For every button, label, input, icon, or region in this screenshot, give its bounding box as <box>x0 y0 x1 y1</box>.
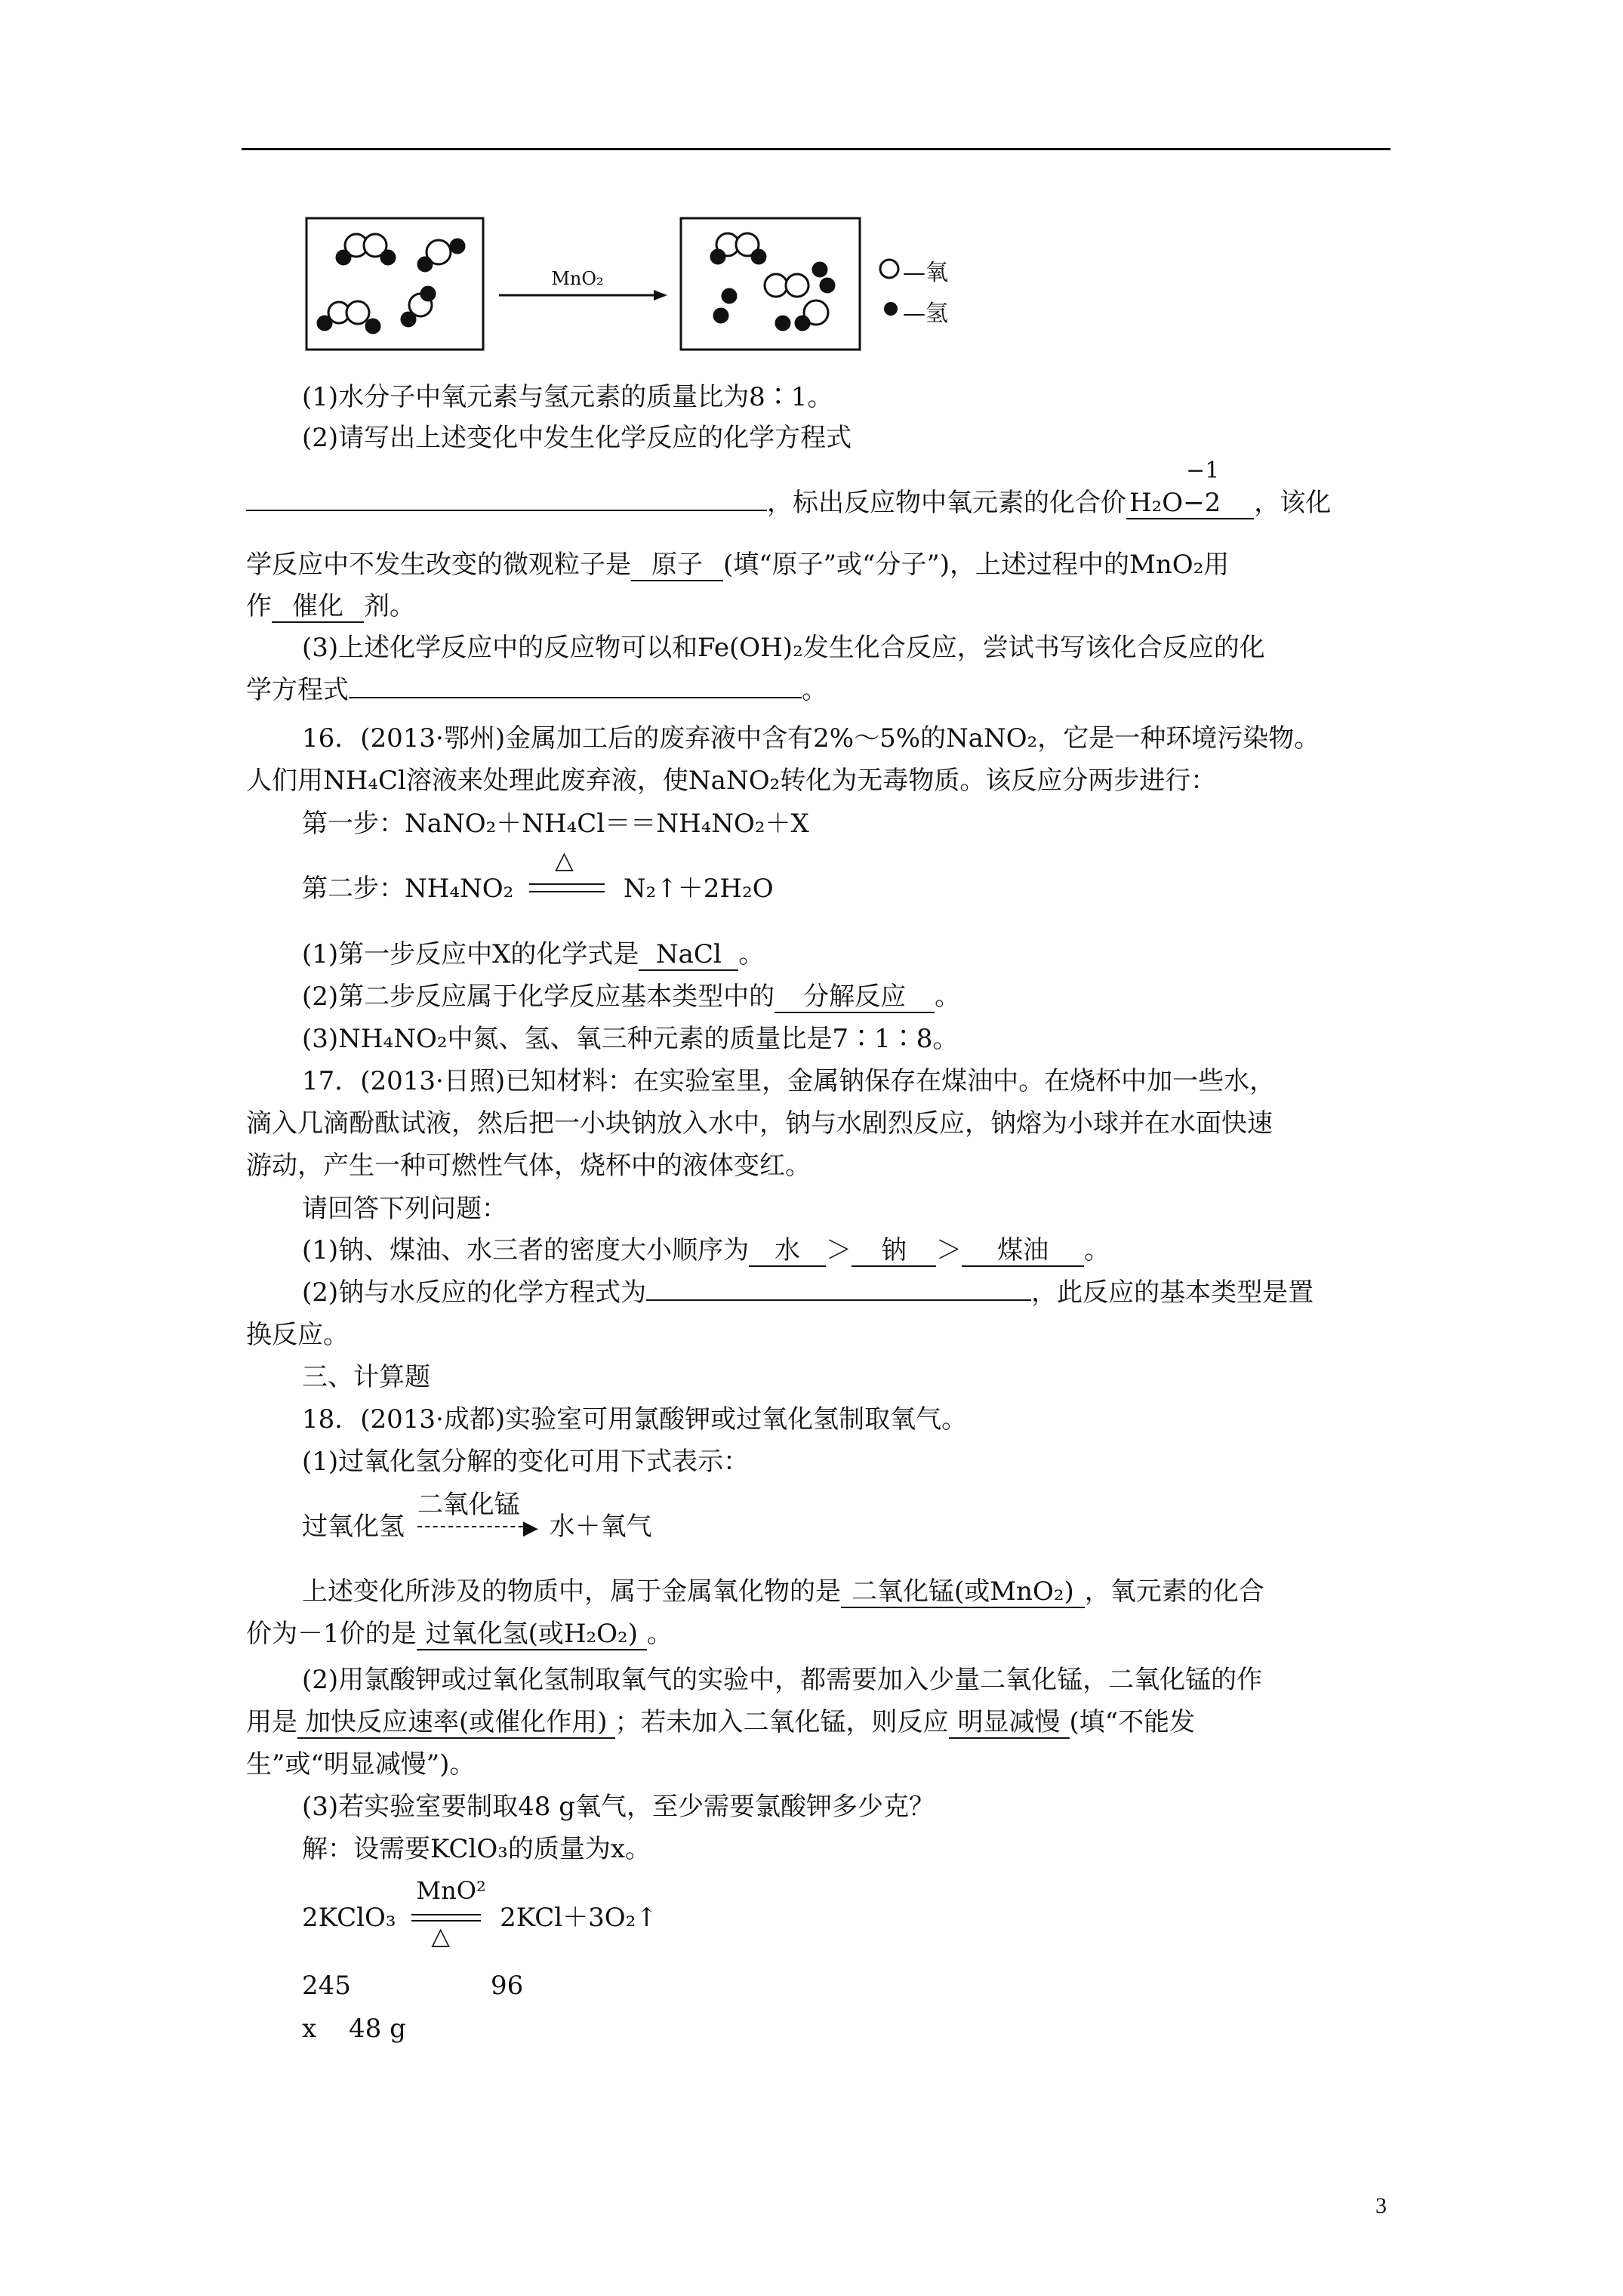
q18-part2-line3: 生”或“明显减慢”)。 <box>246 1749 476 1780</box>
q17-answer1: (1)钠、煤油、水三者的密度大小顺序为 水 ＞ 钠 ＞ 煤油 。 <box>302 1229 1110 1267</box>
heat-condition: △ <box>529 877 608 903</box>
water-molecule <box>318 301 380 333</box>
q16-answer3: (3)NH₄NO₂中氮、氢、氧三种元素的质量比是7∶1∶8。 <box>302 1024 959 1054</box>
hydrogen-legend-icon <box>884 302 898 316</box>
q18-word-equation: 过氧化氢 二氧化锰 ▶ 水＋氧气 <box>302 1490 652 1542</box>
answer-catalyst: 催化 <box>272 592 364 623</box>
water-molecule <box>337 234 395 264</box>
hydrogen-molecule <box>813 263 834 292</box>
hydrogen-molecule <box>711 233 765 264</box>
arrow-head <box>654 290 667 300</box>
answer-sodium: 钠 <box>852 1236 936 1267</box>
section-title: 三、计算题 <box>302 1362 430 1392</box>
q17-line2: 滴入几滴酚酞试液，然后把一小块钠放入水中，钠与水剧烈反应，钠熔为小球并在水面快速 <box>246 1108 1273 1139</box>
valence-answer: H₂O−2 −1 <box>1126 488 1254 519</box>
q15-part1: (1)水分子中氧元素与氢元素的质量比为8∶1。 <box>302 382 833 412</box>
catalyst-arrow: 二氧化锰 ▶ <box>417 1490 538 1539</box>
q18-part1c: 价为－1价的是 过氧化氢(或H₂O₂) 。 <box>246 1613 673 1650</box>
water-molecule <box>418 239 464 271</box>
q15-part2-line1: ，标出反应物中氧元素的化合价 H₂O−2 −1 ，该化 <box>246 482 1331 519</box>
q16-answer1: (1)第一步反应中X的化学式是 NaCl 。 <box>302 933 764 971</box>
unknown-x: x <box>302 2014 317 2044</box>
q18-equation: 2KClO₃ MnO² △ 2KCl＋3O₂↑ <box>302 1876 658 1950</box>
answer-mno2: 二氧化锰(或MnO₂) <box>841 1577 1085 1608</box>
q17-answer2-line2: 换反应。 <box>246 1320 349 1350</box>
hydrogen-molecule <box>714 289 736 322</box>
molar-mass-o2: 96 <box>491 1971 524 2001</box>
oxygen-molecule <box>765 274 808 297</box>
molecule-diagram <box>0 0 1623 362</box>
water-molecule <box>402 287 435 326</box>
catalyst-label: MnO₂ <box>551 268 604 289</box>
molar-mass-kclo3: 245 <box>302 1971 351 2001</box>
q16-line2: 人们用NH₄Cl溶液来处理此废弃液，使NaNO₂转化为无毒物质。该反应分两步进行： <box>246 766 1217 796</box>
q18-solution: 解：设需要KClO₃的质量为x。 <box>302 1834 651 1864</box>
answer-slower: 明显减慢 <box>949 1708 1070 1739</box>
answer-water: 水 <box>749 1236 826 1267</box>
q15-part3-line2: 学方程式 。 <box>246 669 827 706</box>
q18-part3: (3)若实验室要制取48 g氧气，至少需要氯酸钾多少克？ <box>302 1792 935 1822</box>
q18-part2-line2: 用是 加快反应速率(或催化作用) ；若未加入二氧化锰，则反应 明显减慢 (填“不能发 <box>246 1701 1195 1739</box>
q18-line1: 18．(2013·成都)实验室可用氯酸钾或过氧化氢制取氧气。 <box>302 1404 968 1435</box>
q15-part3-line1: (3)上述化学反应中的反应物可以和Fe(OH)₂发生化合反应，尝试书写该化合反应的化 <box>302 633 1265 663</box>
q18-part1: (1)过氧化氢分解的变化可用下式表示： <box>302 1447 750 1477</box>
page-number: 3 <box>1375 2193 1387 2218</box>
answer-blank[interactable] <box>349 671 802 698</box>
q16-step2: 第二步：NH₄NO₂ △ N₂↑＋2H₂O <box>302 846 774 904</box>
answer-blank[interactable] <box>646 1274 1031 1301</box>
answer-blank[interactable] <box>246 484 767 511</box>
q18-part2-line1: (2)用氯酸钾或过氧化氢制取氧气的实验中，都需要加入少量二氧化锰，二氧化锰的作 <box>302 1665 1263 1695</box>
q17-line1: 17．(2013·日照)已知材料：在实验室里，金属钠保存在煤油中。在烧杯中加一些水， <box>302 1066 1276 1096</box>
condition-fraction: MnO² △ <box>411 1906 484 1932</box>
q15-part2-line3: 作 催化 剂。 <box>246 585 415 623</box>
legend-hydrogen-label: —氢 <box>903 300 948 327</box>
answer-speed-up: 加快反应速率(或催化作用) <box>297 1708 615 1739</box>
q16-step1: 第一步：NaNO₂＋NH₄Cl＝＝NH₄NO₂＋X <box>302 809 809 839</box>
answer-nacl: NaCl <box>639 940 738 971</box>
q15-part2: (2)请写出上述变化中发生化学反应的化学方程式 <box>302 423 852 453</box>
q18-part1b: 上述变化所涉及的物质中，属于金属氧化物的是 二氧化锰(或MnO₂) ，氧元素的化合 <box>302 1570 1264 1608</box>
q17-line3: 游动，产生一种可燃性气体，烧杯中的液体变红。 <box>246 1151 811 1181</box>
mass-48g: 48 g <box>349 2014 406 2044</box>
q15-part2-line2: 学反应中不发生改变的微观粒子是 原子 (填“原子”或“分子”)，上述过程中的MnO₂用 <box>246 544 1229 581</box>
q16-line1: 16．(2013·鄂州)金属加工后的废弃液中含有2%～5%的NaNO₂，它是一种环境污染物。 <box>302 723 1320 754</box>
answer-decomposition: 分解反应 <box>775 982 935 1013</box>
q17-answer2: (2)钠与水反应的化学方程式为 ，此反应的基本类型是置 <box>302 1271 1313 1308</box>
legend-oxygen-label: —氧 <box>903 260 948 286</box>
reactant-box <box>306 218 483 350</box>
answer-h2o2: 过氧化氢(或H₂O₂) <box>417 1620 647 1650</box>
q17-prompt: 请回答下列问题： <box>302 1194 507 1224</box>
answer-atom: 原子 <box>631 550 723 581</box>
oxygen-legend-icon <box>880 260 898 278</box>
answer-kerosene: 煤油 <box>962 1236 1084 1267</box>
hydrogen-molecule <box>776 316 809 330</box>
q16-answer2: (2)第二步反应属于化学反应基本类型中的 分解反应 。 <box>302 975 960 1013</box>
